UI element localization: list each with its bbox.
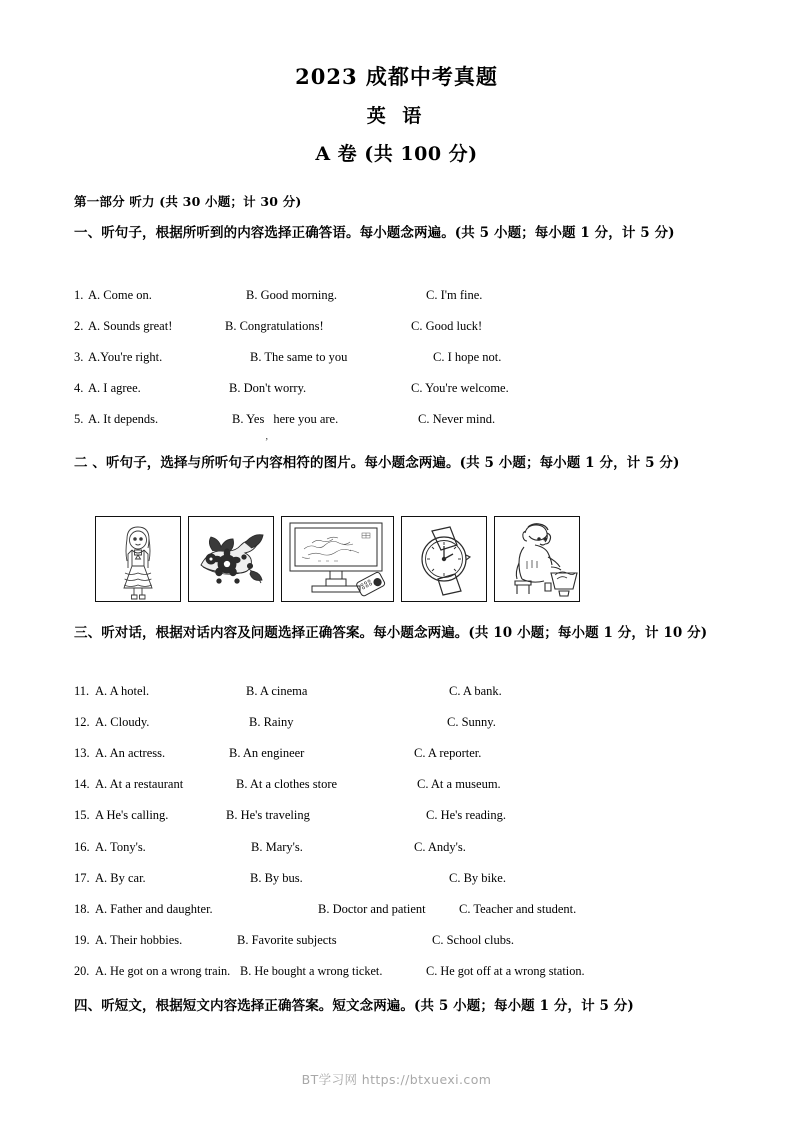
q20-option-b[interactable]: B. He bought a wrong ticket. bbox=[240, 964, 383, 978]
q12-option-a[interactable]: A. Cloudy. bbox=[95, 715, 150, 729]
q5-option-a[interactable]: A. It depends. bbox=[88, 412, 159, 426]
picture-girl-washing-clothes-icon bbox=[495, 517, 579, 601]
q13-number: 13. bbox=[74, 746, 90, 760]
q16-number: 16. bbox=[74, 840, 90, 854]
subject-title: 英 语 bbox=[366, 105, 427, 127]
picture-tv-with-remote-icon bbox=[282, 517, 393, 601]
question-row-18 bbox=[74, 902, 724, 918]
picture-option-5[interactable] bbox=[494, 516, 580, 602]
paper-section-title: A 卷 (共 100 分) bbox=[315, 143, 478, 165]
q5-option-b[interactable] bbox=[232, 412, 338, 427]
q13-option-b[interactable]: B. An engineer bbox=[229, 746, 305, 760]
q14-option-a[interactable]: A. At a restaurant bbox=[95, 777, 184, 791]
q18-option-a[interactable]: A. Father and daughter. bbox=[95, 902, 213, 916]
q1-number: 1. bbox=[74, 288, 84, 302]
q17-option-c[interactable]: C. By bike. bbox=[449, 871, 506, 885]
q17-option-a[interactable]: A. By car. bbox=[95, 871, 146, 885]
q20-number: 20. bbox=[74, 964, 90, 978]
section-four-heading: 四、听短文，根据短文内容选择正确答案。短文念两遍。(共 5 小题；每小题 1 分，计 5 分) bbox=[74, 998, 634, 1014]
q18-option-c[interactable]: C. Teacher and student. bbox=[459, 902, 577, 916]
question-row-17 bbox=[74, 871, 724, 887]
question-row-4 bbox=[74, 381, 724, 397]
q18-option-b[interactable]: B. Doctor and patient bbox=[318, 902, 426, 916]
question-row-14 bbox=[74, 777, 724, 793]
question-row-2 bbox=[74, 319, 724, 335]
picture-option-4[interactable] bbox=[401, 516, 487, 602]
picture-option-3[interactable] bbox=[281, 516, 394, 602]
q15-number: 15. bbox=[74, 808, 90, 822]
section-one-heading: 一、听句子，根据所听到的内容选择正确答语。每小题念两遍。(共 5 小题；每小题 1 分，计 5 分) bbox=[74, 225, 675, 241]
question-row-1 bbox=[74, 288, 724, 304]
q12-number: 12. bbox=[74, 715, 90, 729]
q1-option-a[interactable]: A. Come on. bbox=[88, 288, 152, 302]
q14-option-b[interactable]: B. At a clothes store bbox=[236, 777, 338, 791]
q3-option-a[interactable]: A.You're right. bbox=[88, 350, 163, 364]
q15-option-b[interactable]: B. He's traveling bbox=[226, 808, 310, 822]
q16-option-b[interactable]: B. Mary's. bbox=[251, 840, 303, 854]
picture-girl-in-dress-icon bbox=[96, 517, 180, 601]
q5-option-b-pre: B. Yes bbox=[232, 412, 265, 426]
q19-option-b[interactable]: B. Favorite subjects bbox=[237, 933, 337, 947]
question-row-16 bbox=[74, 840, 724, 856]
picture-option-2[interactable] bbox=[188, 516, 274, 602]
q3-number: 3. bbox=[74, 350, 84, 364]
q19-number: 19. bbox=[74, 933, 90, 947]
q3-option-b[interactable]: B. The same to you bbox=[250, 350, 348, 364]
question-row-15 bbox=[74, 808, 724, 824]
q11-option-b[interactable]: B. A cinema bbox=[246, 684, 308, 698]
q12-option-c[interactable]: C. Sunny. bbox=[447, 715, 496, 729]
q5-number: 5. bbox=[74, 412, 84, 426]
q11-option-c[interactable]: C. A bank. bbox=[449, 684, 502, 698]
q20-option-a[interactable]: A. He got on a wrong train. bbox=[95, 964, 231, 978]
footer-watermark: BT学习网 https://btxuexi.com bbox=[301, 1072, 492, 1087]
q15-option-a[interactable]: A He's calling. bbox=[95, 808, 169, 822]
q11-option-a[interactable]: A. A hotel. bbox=[95, 684, 150, 698]
picture-option-1[interactable] bbox=[95, 516, 181, 602]
q13-option-c[interactable]: C. A reporter. bbox=[414, 746, 482, 760]
q2-number: 2. bbox=[74, 319, 84, 333]
q4-option-a[interactable]: A. I agree. bbox=[88, 381, 141, 395]
q16-option-c[interactable]: C. Andy's. bbox=[414, 840, 466, 854]
part-one-label: 第一部分 听力 (共 30 小题；计 30 分) bbox=[74, 194, 302, 209]
picture-wristwatch-icon bbox=[402, 517, 486, 601]
q1-option-c[interactable]: C. I'm fine. bbox=[426, 288, 483, 302]
q14-number: 14. bbox=[74, 777, 90, 791]
q16-option-a[interactable]: A. Tony's. bbox=[95, 840, 146, 854]
question-row-19 bbox=[74, 933, 724, 949]
q11-number: 11. bbox=[74, 684, 90, 698]
page-title: 2023 成都中考真题 bbox=[295, 64, 498, 89]
q12-option-b[interactable]: B. Rainy bbox=[249, 715, 294, 729]
q19-option-c[interactable]: C. School clubs. bbox=[432, 933, 514, 947]
q13-option-a[interactable]: A. An actress. bbox=[95, 746, 166, 760]
section-two-heading: 二 、听句子，选择与所听句子内容相符的图片。每小题念两遍。(共 5 小题；每小题 1 分，计 5 分) bbox=[74, 455, 680, 471]
picture-floral-papercut-icon bbox=[189, 517, 273, 601]
question-row-5 bbox=[74, 412, 724, 428]
question-row-11 bbox=[74, 684, 724, 700]
q17-option-b[interactable]: B. By bus. bbox=[250, 871, 303, 885]
question-row-20 bbox=[74, 964, 724, 980]
q4-option-c[interactable]: C. You're welcome. bbox=[411, 381, 509, 395]
question-row-12 bbox=[74, 715, 724, 731]
question-row-3 bbox=[74, 350, 724, 366]
title-block bbox=[0, 62, 793, 169]
q15-option-c[interactable]: C. He's reading. bbox=[426, 808, 507, 822]
q20-option-c[interactable]: C. He got off at a wrong station. bbox=[426, 964, 585, 978]
q2-option-c[interactable]: C. Good luck! bbox=[411, 319, 483, 333]
q19-option-a[interactable]: A. Their hobbies. bbox=[95, 933, 183, 947]
q1-option-b[interactable]: B. Good morning. bbox=[246, 288, 337, 302]
q4-number: 4. bbox=[74, 381, 84, 395]
q4-option-b[interactable]: B. Don't worry. bbox=[229, 381, 307, 395]
question-row-13 bbox=[74, 746, 724, 762]
q2-option-b[interactable]: B. Congratulations! bbox=[225, 319, 324, 333]
q5-option-c[interactable]: C. Never mind. bbox=[418, 412, 496, 426]
q5-option-b-post: here you are. bbox=[273, 412, 339, 426]
q17-number: 17. bbox=[74, 871, 90, 885]
section-three-heading: 三、听对话，根据对话内容及问题选择正确答案。每小题念两遍。(共 10 小题；每小题 1 分，计 10 分) bbox=[74, 625, 708, 641]
q18-number: 18. bbox=[74, 902, 90, 916]
q3-option-c[interactable]: C. I hope not. bbox=[433, 350, 502, 364]
q2-option-a[interactable]: A. Sounds great! bbox=[88, 319, 173, 333]
q14-option-c[interactable]: C. At a museum. bbox=[417, 777, 501, 791]
